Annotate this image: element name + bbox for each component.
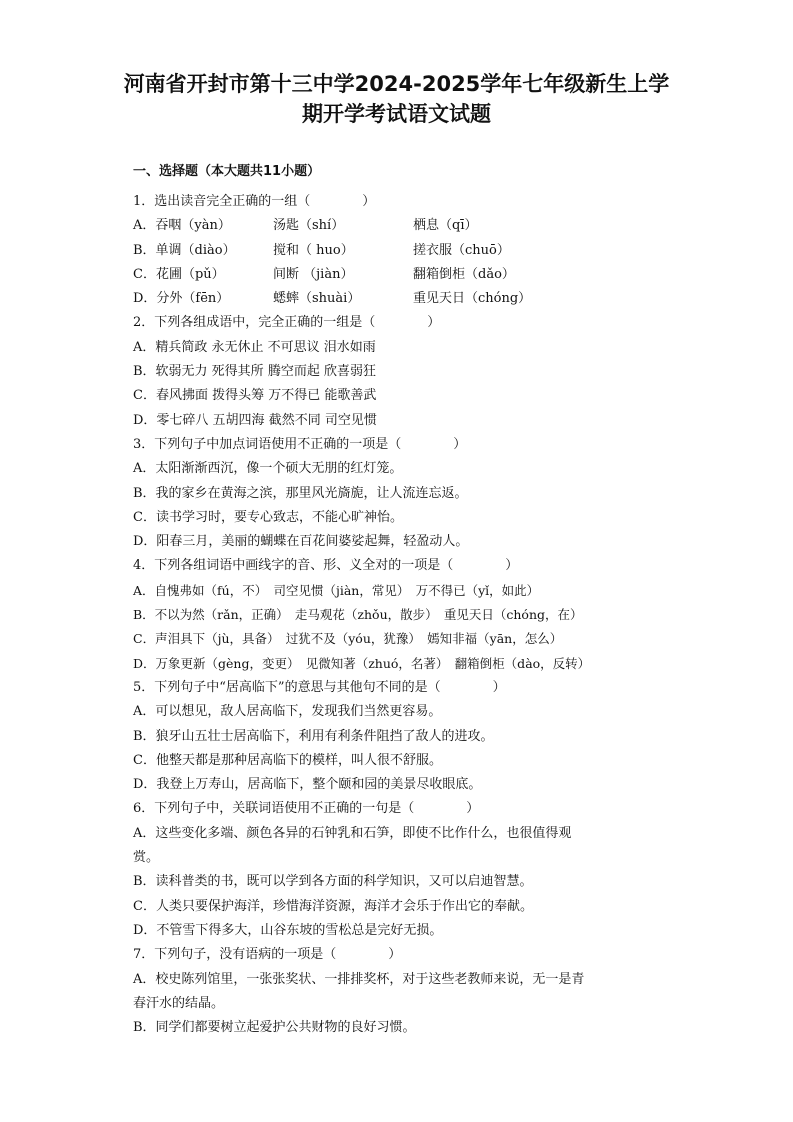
question-3-option-a: A．太阳渐渐西沉，像一个硕大无朋的红灯笼。 [133,461,403,477]
question-5-option-a: A．可以想见，敌人居高临下，发现我们当然更容易。 [133,704,442,720]
question-3-option-d: D．阳春三月，美丽的蝴蝶在百花间婆娑起舞，轻盈动人。 [133,534,469,550]
question-6-option-d: D．不管雪下得多大，山谷东坡的雪松总是完好无损。 [133,922,443,938]
question-list [133,190,663,1040]
q1-c-item-1: C．花圃（pǔ） [133,266,225,282]
q1-c-item-2: 间断 （jiàn） [273,266,354,282]
q1-b-item-3: 搓衣服（chuō） [413,242,510,258]
question-7-stem: 7．下列句子，没有语病的一项是（ ） [133,947,402,963]
q1-d-item-2: 蟋蟀（shuài） [273,291,361,307]
question-4-stem: 4．下列各组词语中画线字的音、形、义全对的一项是（ ） [133,558,519,574]
question-1-option-c [133,263,663,287]
q1-a-item-2: 汤匙（shí） [273,218,345,234]
question-4-option-d: D．万象更新（gèng，变更） 见微知著（zhuó，名著） 翻箱倒柜（dào，反转） [133,655,591,671]
q1-a-item-1: A．吞咽（yàn） [133,218,231,234]
question-1-option-a [133,214,663,238]
section-heading: 一、选择题（本大题共11小题） [133,164,321,179]
question-2-option-b: B．软弱无力 死得其所 腾空而起 欣喜弱狂 [133,364,376,380]
question-5-option-c: C．他整天都是那种居高临下的模样，叫人很不舒服。 [133,752,442,768]
question-2-option-c: C．春风拂面 拨得头筹 万不得已 能歌善武 [133,388,377,404]
question-6-option-b: B．读科普类的书，既可以学到各方面的科学知识，又可以启迪智慧。 [133,874,533,890]
question-6-option-a-line-1: A．这些变化多端、颜色各异的石钟乳和石笋，即使不比作什么，也很值得观 [133,825,572,841]
q1-d-item-3: 重见天日（chóng） [413,291,532,307]
question-3-option-c: C．读书学习时，要专心致志，不能心旷神怡。 [133,509,403,525]
question-4-option-a: A．自愧弗如（fú，不） 司空见惯（jiàn，常见） 万不得已（yǐ，如此） [133,582,540,598]
q1-b-item-1: B．单调（diào） [133,242,236,258]
question-5-stem: 5．下列句子中“居高临下”的意思与其他句不同的是（ ） [133,679,506,695]
document-title-line-2: 期开学考试语文试题 [302,102,491,126]
question-6-option-c: C．人类只要保护海洋，珍惜海洋资源，海洋才会乐于作出它的奉献。 [133,898,533,914]
question-4-option-c: C．声泪具下（jù，具备） 过犹不及（yóu，犹豫） 嫣知非福（yān，怎么） [133,631,563,647]
question-1-stem: 1．选出读音完全正确的一组（ ） [133,194,376,209]
document-title-line-1: 河南省开封市第十三中学2024-2025学年七年级新生上学 [123,72,670,96]
question-2-stem: 2．下列各组成语中，完全正确的一组是（ ） [133,315,441,331]
q1-a-item-3: 栖息（qī） [413,218,478,234]
question-5-option-b: B．狼牙山五壮士居高临下，利用有利条件阻挡了敌人的进攻。 [133,728,494,744]
question-7-option-a-line-2: 春汗水的结晶。 [133,995,225,1011]
question-2-option-d: D．零七碎八 五胡四海 截然不同 司空见惯 [133,412,377,428]
question-1-option-d [133,287,663,311]
question-7-option-a-line-1: A．校史陈列馆里，一张张奖状、一排排奖杯，对于这些老教师来说，无一是青 [133,971,585,987]
question-6-stem: 6．下列句子中，关联词语使用不正确的一句是（ ） [133,801,480,817]
question-1-option-b [133,239,663,263]
question-3-option-b: B．我的家乡在黄海之滨，那里风光旖旎，让人流连忘返。 [133,485,468,501]
q1-d-item-1: D．分外（fēn） [133,291,230,307]
question-4-option-b: B．不以为然（rǎn，正确） 走马观花（zhǒu，散步） 重见天日（chóng，在） [133,607,583,623]
q1-c-item-3: 翻箱倒柜（dǎo） [413,266,515,282]
q1-b-item-2: 搅和（ huo） [273,242,354,258]
question-6-option-a-line-2: 赏。 [133,850,160,866]
question-5-option-d: D．我登上万寿山，居高临下，整个颐和园的美景尽收眼底。 [133,777,482,793]
question-7-option-b: B．同学们都要树立起爱护公共财物的良好习惯。 [133,1020,416,1036]
question-3-stem: 3．下列句子中加点词语使用不正确的一项是（ ） [133,436,467,452]
question-2-option-a: A．精兵简政 永无休止 不可思议 泪水如雨 [133,339,376,355]
